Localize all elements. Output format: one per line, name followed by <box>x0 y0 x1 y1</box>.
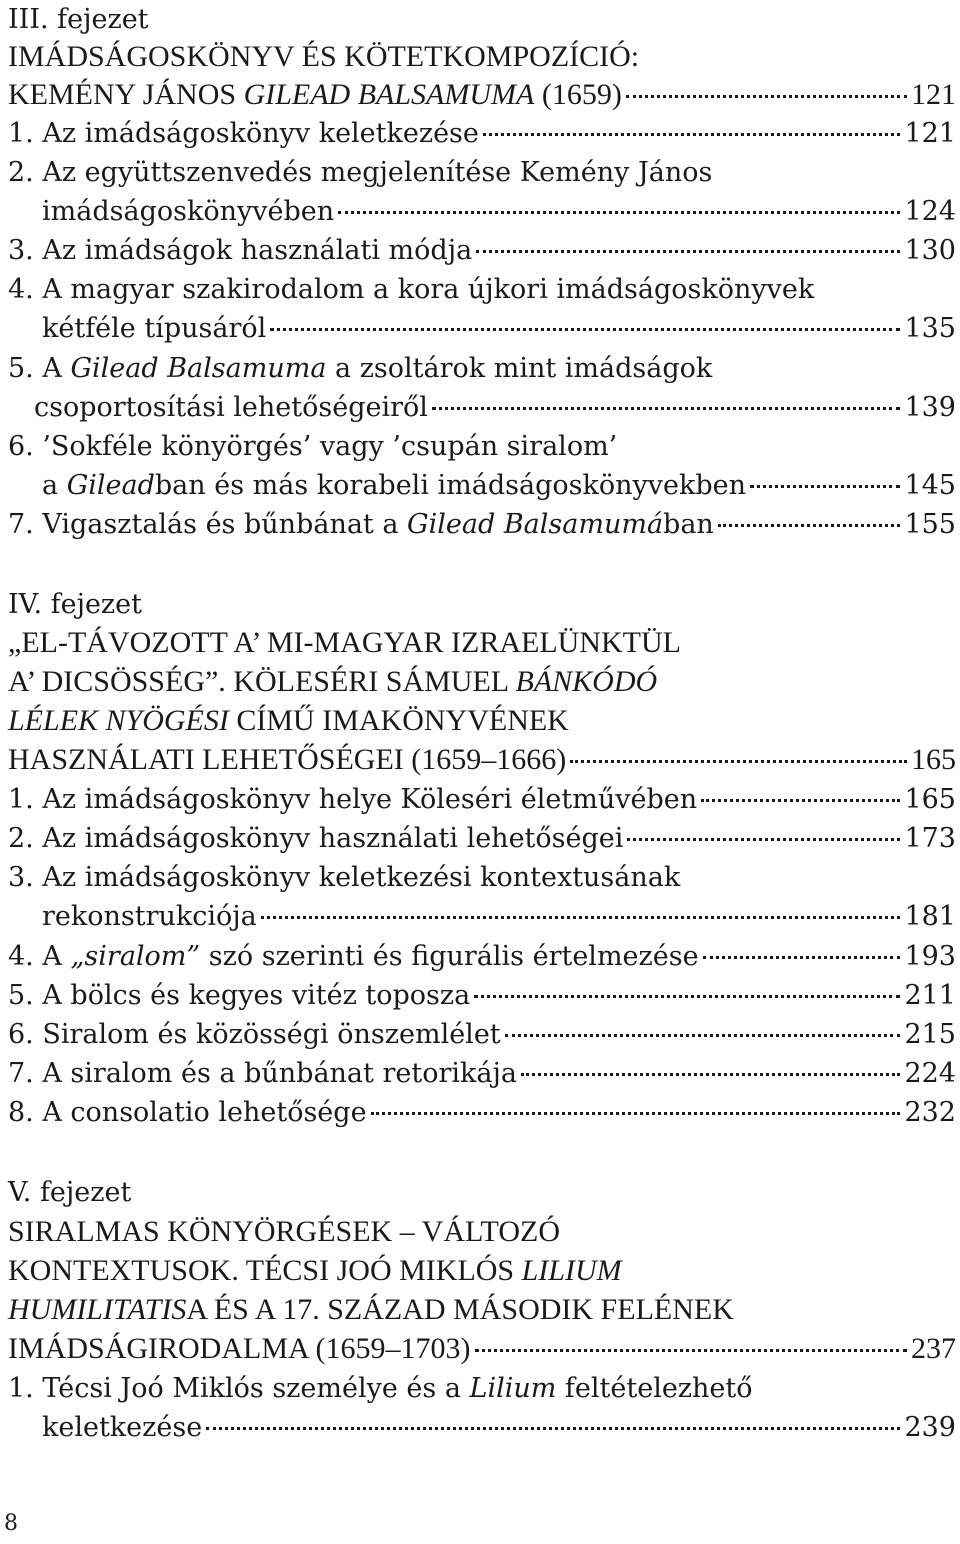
toc-entry: 7. Vigasztalás és bűnbánat a Gilead Balsamumában 155 <box>8 509 956 540</box>
toc-entry-continued: rekonstrukciója 181 <box>42 901 956 932</box>
chapter-3-title-line1: IMÁDSÁGOSKÖNYV ÉS KÖTETKOMPOZÍCIÓ: <box>8 40 640 73</box>
toc-entry-continued: imádságoskönyvében 124 <box>42 196 956 227</box>
chapter-5-title-line3: HUMILITATISA ÉS A 17. SZÁZAD MÁSODIK FELÉNEK <box>8 1293 734 1326</box>
toc-entry: 4. A magyar szakirodalom a kora újkori imádságoskönyvek <box>8 274 815 305</box>
chapter-5-title-line1: SIRALMAS KÖNYÖRGÉSEK – VÁLTOZÓ <box>8 1215 560 1248</box>
chapter-4-label: IV. fejezet <box>8 589 142 620</box>
chapter-4-title-line4: HASZNÁLATI LEHETŐSÉGEI (1659–1666) 165 <box>8 743 956 776</box>
chapter-4-title-line1: „EL-TÁVOZOTT A’ MI-MAGYAR IZRAELÜNKTÜL <box>8 626 681 659</box>
toc-entry-continued: keletkezése 239 <box>42 1412 956 1443</box>
toc-entry-continued: a Gileadban és más korabeli imádságoskönyvekben 145 <box>42 470 956 501</box>
toc-entry: 4. A „siralom” szó szerinti és figurális értelmezése 193 <box>8 941 956 972</box>
chapter-5-title-line4: IMÁDSÁGIRODALMA (1659–1703) 237 <box>8 1332 956 1365</box>
toc-entry: 8. A consolatio lehetősége 232 <box>8 1097 956 1128</box>
toc-entry: 6. ’Sokféle könyörgés’ vagy ’csupán siralom’ <box>8 431 618 462</box>
toc-entry: 1. Técsi Joó Miklós személye és a Lilium feltételezhető <box>8 1373 753 1404</box>
toc-entry: 1. Az imádságoskönyv helye Köleséri életművében 165 <box>8 784 956 815</box>
chapter-5-label: V. fejezet <box>8 1177 132 1208</box>
toc-entry: 7. A siralom és a bűnbánat retorikája 224 <box>8 1058 956 1089</box>
toc-entry: 5. A Gilead Balsamuma a zsoltárok mint imádságok <box>8 353 713 384</box>
chapter-3-title-line2: KEMÉNY JÁNOS GILEAD BALSAMUMA (1659) 121 <box>8 75 956 114</box>
chapter-4-title-line2: A’ DICSÖSSÉG”. KÖLESÉRI SÁMUEL BÁNKÓDÓ <box>8 665 658 698</box>
toc-entry: 3. Az imádságok használati módja 130 <box>8 235 956 266</box>
toc-entry: 1. Az imádságoskönyv keletkezése 121 <box>8 118 956 149</box>
page-number: 8 <box>4 1511 18 1536</box>
chapter-4-title-line3: LÉLEK NYÖGÉSI CÍMŰ IMAKÖNYVÉNEK <box>8 704 569 737</box>
toc-entry: 2. Az együttszenvedés megjelenítése Kemény János <box>8 157 713 188</box>
toc-entry-continued: csoportosítási lehetőségeiről 139 <box>34 392 956 423</box>
toc-entry: 2. Az imádságoskönyv használati lehetőségei 173 <box>8 823 956 854</box>
toc-entry: 5. A bölcs és kegyes vitéz toposza 211 <box>8 980 956 1011</box>
page-ref: 121 <box>911 78 956 111</box>
toc-entry: 3. Az imádságoskönyv keletkezési kontextusának <box>8 862 681 893</box>
toc-entry-continued: kétféle típusáról 135 <box>42 313 956 344</box>
chapter-3-label: III. fejezet <box>8 4 149 35</box>
chapter-5-title-line2: KONTEXTUSOK. TÉCSI JOÓ MIKLÓS LILIUM <box>8 1254 622 1287</box>
toc-entry: 6. Siralom és közösségi önszemlélet 215 <box>8 1019 956 1050</box>
